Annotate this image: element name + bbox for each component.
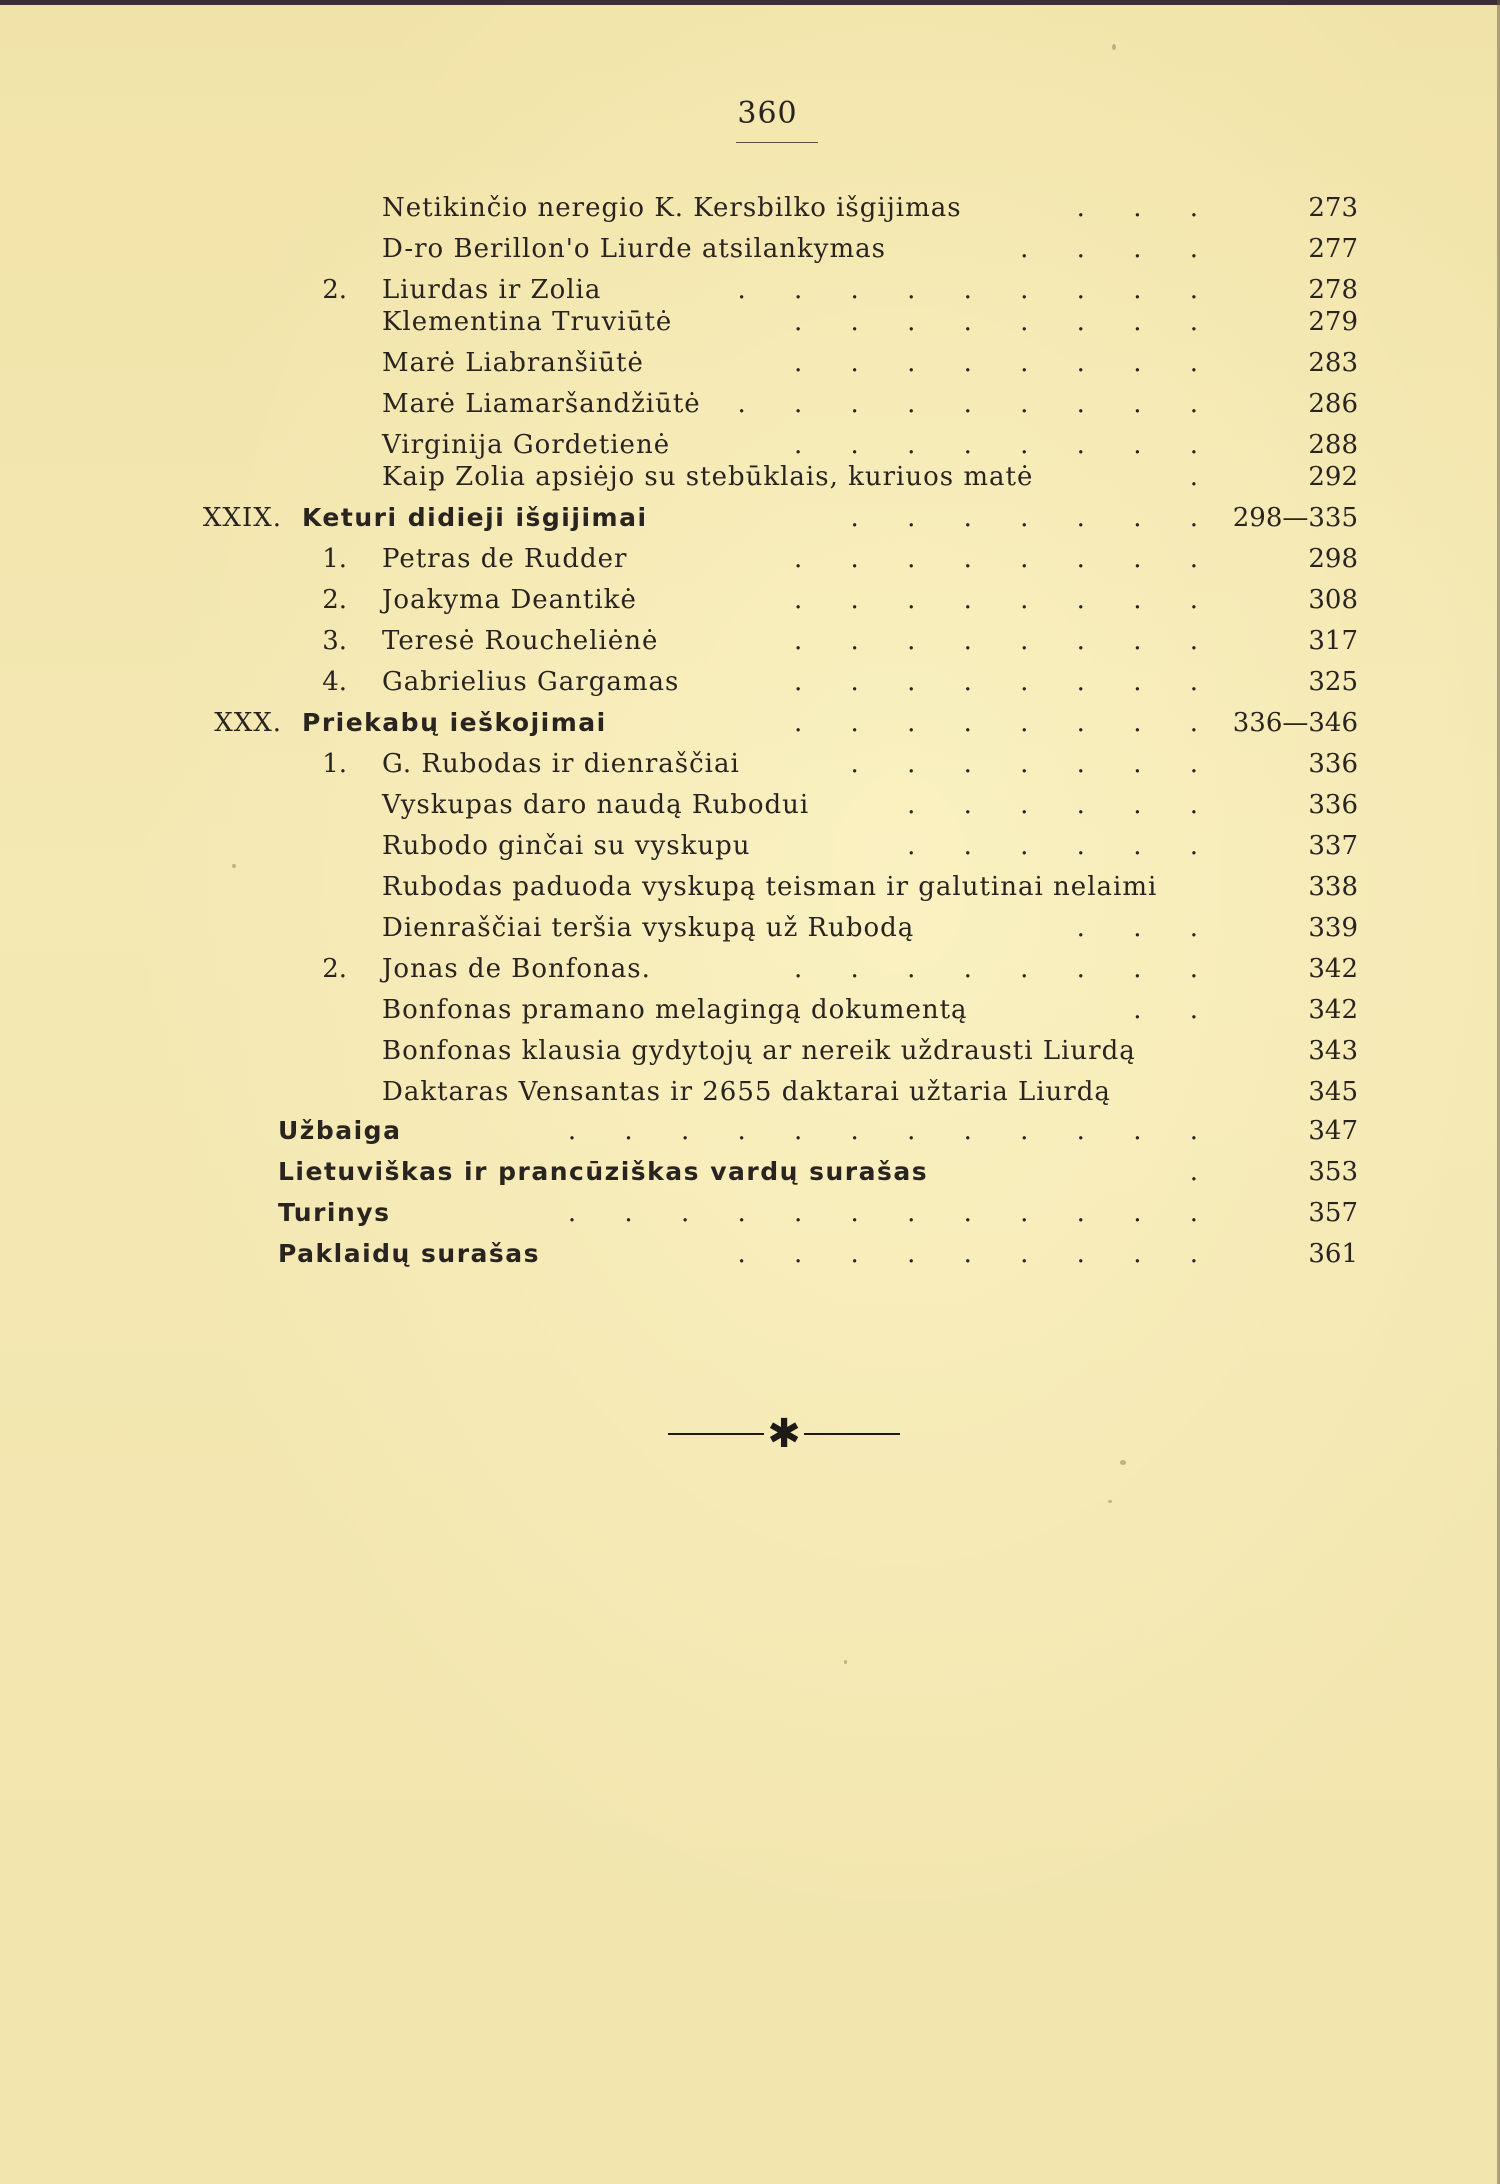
toc-title: Dienraščiai teršia vyskupą už Rubodą: [382, 913, 915, 943]
toc-title: Jonas de Bonfonas.: [382, 954, 651, 984]
toc-entry: [0, 1113, 1500, 1149]
toc-entry: [0, 705, 1500, 741]
toc-leader-dots: . . . . . . . . . . . .: [567, 1116, 1218, 1146]
toc-page-number: 338: [1308, 872, 1358, 902]
toc-title: Priekabų ieškojimai: [302, 708, 607, 737]
toc-section-number: 1.: [322, 544, 347, 574]
toc-leader-dots: . . . . . . . .: [794, 626, 1218, 656]
toc-entry: [0, 1074, 1500, 1110]
toc-leader-dots: .: [1189, 1157, 1218, 1187]
toc-leader-dots: . . . . . . . .: [794, 544, 1218, 574]
toc-page-number: 347: [1308, 1116, 1358, 1146]
toc-title: Kaip Zolia apsiėjo su stebūklais, kuriuos matė: [382, 462, 1034, 492]
toc-entry: [0, 951, 1500, 987]
toc-page-number: 277: [1308, 234, 1358, 264]
toc-page-number: 336: [1308, 790, 1358, 820]
toc-entry: [0, 787, 1500, 823]
toc-entry: [0, 459, 1500, 495]
toc-title: Marė Liamaršandžiūtė: [382, 389, 701, 419]
toc-page-number: 286: [1308, 389, 1358, 419]
toc-section-number: 2.: [322, 585, 347, 615]
toc-title: Užbaiga: [278, 1116, 402, 1145]
toc-title: Liurdas ir Zolia: [382, 275, 602, 305]
toc-title: Petras de Rudder: [382, 544, 628, 574]
toc-entry: [0, 427, 1500, 463]
toc-section-number: 2.: [322, 275, 347, 305]
toc-leader-dots: . . .: [1076, 913, 1218, 943]
toc-page-number: 298—335: [1232, 503, 1358, 533]
toc-section-number: 4.: [322, 667, 347, 697]
toc-entry: [0, 1236, 1500, 1272]
toc-leader-dots: . . . . . . .: [850, 503, 1218, 533]
toc-entry: [0, 746, 1500, 782]
toc-title: Bonfonas klausia gydytojų ar nereik uždrausti Liurdą: [382, 1036, 1136, 1066]
toc-title: Turinys: [278, 1198, 391, 1227]
toc-leader-dots: . . . . . . . .: [794, 954, 1218, 984]
paper-speck: [844, 1660, 847, 1664]
toc-page-number: 342: [1308, 995, 1358, 1025]
toc-page-number: 283: [1308, 348, 1358, 378]
toc-leader-dots: . . . . . . .: [850, 749, 1218, 779]
toc-section-number: 1.: [322, 749, 347, 779]
ornament-line-left: [668, 1433, 764, 1435]
toc-title: Klementina Truviūtė: [382, 307, 673, 337]
toc-chapter-roman: XXIX.: [202, 503, 282, 533]
toc-entry: [0, 190, 1500, 226]
toc-page-number: 336—346: [1232, 708, 1358, 738]
toc-entry: [0, 345, 1500, 381]
toc-leader-dots: . .: [1133, 995, 1218, 1025]
toc-entry: [0, 992, 1500, 1028]
toc-entry: [0, 304, 1500, 340]
toc-page-number: 292: [1308, 462, 1358, 492]
toc-page-number: 308: [1308, 585, 1358, 615]
toc-page-number: 273: [1308, 193, 1358, 223]
end-ornament: [668, 1412, 900, 1456]
top-edge: [0, 0, 1500, 5]
toc-entry: [0, 623, 1500, 659]
toc-page-number: 317: [1308, 626, 1358, 656]
toc-leader-dots: .: [1189, 462, 1218, 492]
toc-leader-dots: . . . . . . . .: [794, 348, 1218, 378]
toc-entry: [0, 272, 1500, 308]
toc-chapter-roman: XXX.: [214, 708, 282, 738]
toc-entry: [0, 664, 1500, 700]
paper-speck: [1112, 44, 1116, 50]
paper-speck: [1108, 1500, 1112, 1503]
toc-title: Vyskupas daro naudą Rubodui: [382, 790, 810, 820]
toc-title: Lietuviškas ir prancūziškas vardų surašas: [278, 1157, 929, 1186]
toc-section-number: 2.: [322, 954, 347, 984]
toc-title: Daktaras Vensantas ir 2655 daktarai užtaria Liurdą: [382, 1077, 1111, 1107]
toc-entry: [0, 828, 1500, 864]
toc-title: Keturi didieji išgijimai: [302, 503, 648, 532]
toc-leader-dots: . . . .: [1020, 234, 1218, 264]
toc-entry: [0, 582, 1500, 618]
toc-section-number: 3.: [322, 626, 347, 656]
toc-leader-dots: . . .: [1076, 193, 1218, 223]
toc-leader-dots: . . . . . .: [907, 790, 1218, 820]
toc-entry: [0, 386, 1500, 422]
toc-page-number: 345: [1308, 1077, 1358, 1107]
toc-leader-dots: . . . . . . . . .: [737, 275, 1218, 305]
toc-entry: [0, 1033, 1500, 1069]
toc-entry: [0, 231, 1500, 267]
paper-speck: [1120, 1460, 1126, 1465]
toc-page-number: 343: [1308, 1036, 1358, 1066]
toc-leader-dots: . . . . . . . . .: [737, 1239, 1218, 1269]
toc-entry: [0, 1154, 1500, 1190]
toc-entry: [0, 500, 1500, 536]
toc-leader-dots: . . . . . . . . .: [737, 389, 1218, 419]
toc-title: Rubodas paduoda vyskupą teisman ir galutinai nelaimi: [382, 872, 1158, 902]
page-number-rule: [736, 142, 818, 143]
toc-page-number: 298: [1308, 544, 1358, 574]
toc-title: Netikinčio neregio K. Kersbilko išgijimas: [382, 193, 962, 223]
toc-page-number: 337: [1308, 831, 1358, 861]
toc-page-number: 288: [1308, 430, 1358, 460]
toc-page-number: 278: [1308, 275, 1358, 305]
asterisk-icon: ✱: [767, 1411, 801, 1457]
toc-entry: [0, 869, 1500, 905]
toc-leader-dots: . . . . . .: [907, 831, 1218, 861]
toc-page-number: 325: [1308, 667, 1358, 697]
toc-title: Paklaidų surašas: [278, 1239, 541, 1268]
toc-title: Marė Liabranšiūtė: [382, 348, 644, 378]
toc-title: Virginija Gordetienė: [382, 430, 671, 460]
toc-leader-dots: . . . . . . . .: [794, 430, 1218, 460]
toc-title: Gabrielius Gargamas: [382, 667, 680, 697]
paper-speck: [232, 864, 236, 868]
toc-page-number: 279: [1308, 307, 1358, 337]
toc-title: Bonfonas pramano melagingą dokumentą: [382, 995, 968, 1025]
toc-page-number: 339: [1308, 913, 1358, 943]
toc-leader-dots: . . . . . . . .: [794, 708, 1218, 738]
toc-entry: [0, 1195, 1500, 1231]
toc-title: Joakyma Deantikė: [382, 585, 637, 615]
toc-page-number: 336: [1308, 749, 1358, 779]
toc-page-number: 342: [1308, 954, 1358, 984]
toc-page-number: 361: [1308, 1239, 1358, 1269]
toc-page-number: 353: [1308, 1157, 1358, 1187]
toc-entry: [0, 541, 1500, 577]
toc-entry: [0, 910, 1500, 946]
toc-title: D-ro Berillon'o Liurde atsilankymas: [382, 234, 886, 264]
toc-title: Rubodo ginčai su vyskupu: [382, 831, 751, 861]
toc-leader-dots: . . . . . . . .: [794, 667, 1218, 697]
toc-page-number: 357: [1308, 1198, 1358, 1228]
toc-title: Teresė Roucheliėnė: [382, 626, 659, 656]
ornament-line-right: [804, 1433, 900, 1435]
toc-title: G. Rubodas ir dienraščiai: [382, 749, 740, 779]
toc-leader-dots: . . . . . . . .: [794, 307, 1218, 337]
toc-leader-dots: . . . . . . . .: [794, 585, 1218, 615]
toc-leader-dots: . . . . . . . . . . . .: [567, 1198, 1218, 1228]
page-number: 360: [737, 96, 798, 131]
